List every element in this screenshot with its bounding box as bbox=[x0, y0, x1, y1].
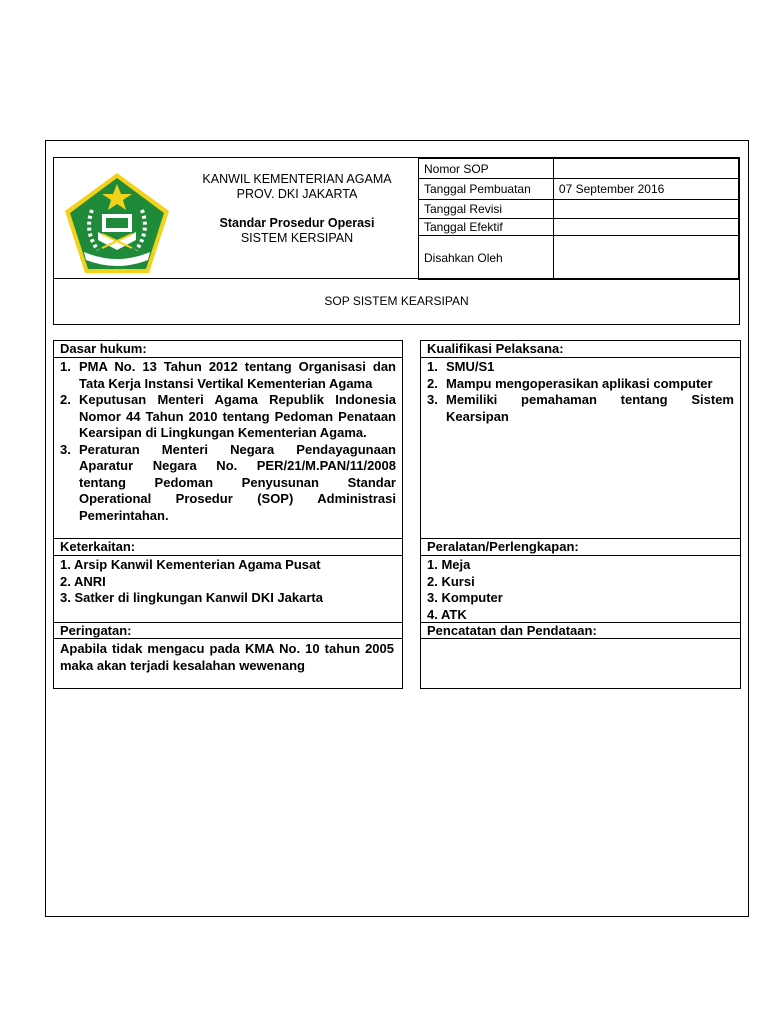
dasar-hukum-title: Dasar hukum: bbox=[54, 341, 402, 358]
value-disahkan-oleh bbox=[553, 236, 738, 280]
label-disahkan-oleh: Disahkan Oleh bbox=[419, 236, 554, 280]
list-item bbox=[60, 392, 396, 442]
list-item: 4. ATK bbox=[427, 606, 467, 622]
sop-row-pembuatan bbox=[419, 179, 739, 200]
item-number: 3. bbox=[60, 441, 71, 457]
pencatatan-title: Pencatatan dan Pendataan: bbox=[421, 622, 740, 639]
list-item bbox=[60, 442, 396, 525]
item-number: 1. bbox=[60, 359, 71, 374]
doc-subject: SISTEM KERSIPAN bbox=[240, 231, 354, 245]
item-number: 2. bbox=[60, 392, 71, 407]
left-panel bbox=[53, 340, 403, 689]
value-tanggal-efektif bbox=[553, 219, 738, 236]
list-item bbox=[427, 376, 734, 393]
list-item: 2. Kursi bbox=[427, 573, 475, 589]
org-line-1: KANWIL KEMENTERIAN AGAMA bbox=[202, 172, 392, 186]
document-title bbox=[194, 216, 400, 246]
sop-row-efektif bbox=[419, 219, 739, 236]
list-item: 1. Meja bbox=[427, 557, 471, 572]
organization-name bbox=[194, 172, 400, 202]
item-number: 1. bbox=[427, 359, 438, 374]
keterkaitan-list bbox=[54, 557, 402, 607]
keterkaitan-title: Keterkaitan: bbox=[54, 538, 402, 556]
peringatan-text: Apabila tidak mengacu pada KMA No. 10 tahun 2005 maka akan terjadi kesalahan wewenang bbox=[60, 641, 394, 673]
kemenag-logo bbox=[62, 170, 172, 276]
value-nomor-sop bbox=[553, 159, 738, 179]
item-text: Memiliki pemahaman tentang Sistem Kearsipan bbox=[446, 392, 734, 424]
peralatan-list bbox=[421, 557, 740, 623]
item-text: PMA No. 13 Tahun 2012 tentang Organisasi dan Tata Kerja Instansi Vertikal Kementerian Agama bbox=[79, 359, 396, 391]
sop-row-revisi bbox=[419, 200, 739, 219]
kualifikasi-title: Kualifikasi Pelaksana: bbox=[421, 341, 740, 358]
list-item: 3. Satker di lingkungan Kanwil DKI Jakarta bbox=[60, 590, 323, 605]
list-item bbox=[60, 359, 396, 392]
list-item: 3. Komputer bbox=[427, 590, 503, 605]
sop-name: SOP SISTEM KEARSIPAN bbox=[324, 294, 469, 308]
list-item bbox=[427, 392, 734, 425]
value-tanggal-pembuatan: 07 September 2016 bbox=[553, 179, 738, 200]
kualifikasi-list bbox=[421, 359, 740, 425]
item-text: Keputusan Menteri Agama Republik Indonesia Nomor 44 Tahun 2010 tentang Pedoman Penataan Kearsipan di Lingkungan Kementerian Agama. bbox=[79, 392, 396, 440]
label-nomor-sop: Nomor SOP bbox=[419, 159, 554, 179]
item-text: Mampu mengoperasikan aplikasi computer bbox=[446, 375, 713, 391]
sop-info-table bbox=[418, 158, 739, 280]
peralatan-title: Peralatan/Perlengkapan: bbox=[421, 538, 740, 556]
sop-header bbox=[53, 157, 740, 325]
item-text: Peraturan Menteri Negara Pendayagunaan Aparatur Negara No. PER/21/M.PAN/11/2008 tentang Pedoman Penyusunan Standar Operational Prosedur (SOP) Administrasi Pemerintahan. bbox=[79, 441, 396, 523]
label-tanggal-efektif: Tanggal Efektif bbox=[419, 219, 554, 236]
label-tanggal-revisi: Tanggal Revisi bbox=[419, 200, 554, 219]
sop-row-nomor bbox=[419, 159, 739, 179]
value-tanggal-revisi bbox=[553, 200, 738, 219]
right-panel bbox=[420, 340, 741, 689]
list-item: 2. ANRI bbox=[60, 573, 106, 589]
header-separator bbox=[54, 278, 739, 279]
sop-row-disahkan bbox=[419, 236, 739, 280]
list-item: 1. Arsip Kanwil Kementerian Agama Pusat bbox=[60, 557, 321, 572]
item-number: 3. bbox=[427, 392, 438, 407]
item-text: SMU/S1 bbox=[446, 359, 495, 374]
peringatan-title: Peringatan: bbox=[54, 622, 402, 639]
label-tanggal-pembuatan: Tanggal Pembuatan bbox=[419, 179, 554, 200]
org-line-2: PROV. DKI JAKARTA bbox=[236, 187, 358, 201]
dasar-hukum-list bbox=[54, 359, 402, 524]
doc-type: Standar Prosedur Operasi bbox=[219, 216, 375, 230]
item-number: 2. bbox=[427, 375, 438, 391]
list-item bbox=[427, 359, 734, 376]
